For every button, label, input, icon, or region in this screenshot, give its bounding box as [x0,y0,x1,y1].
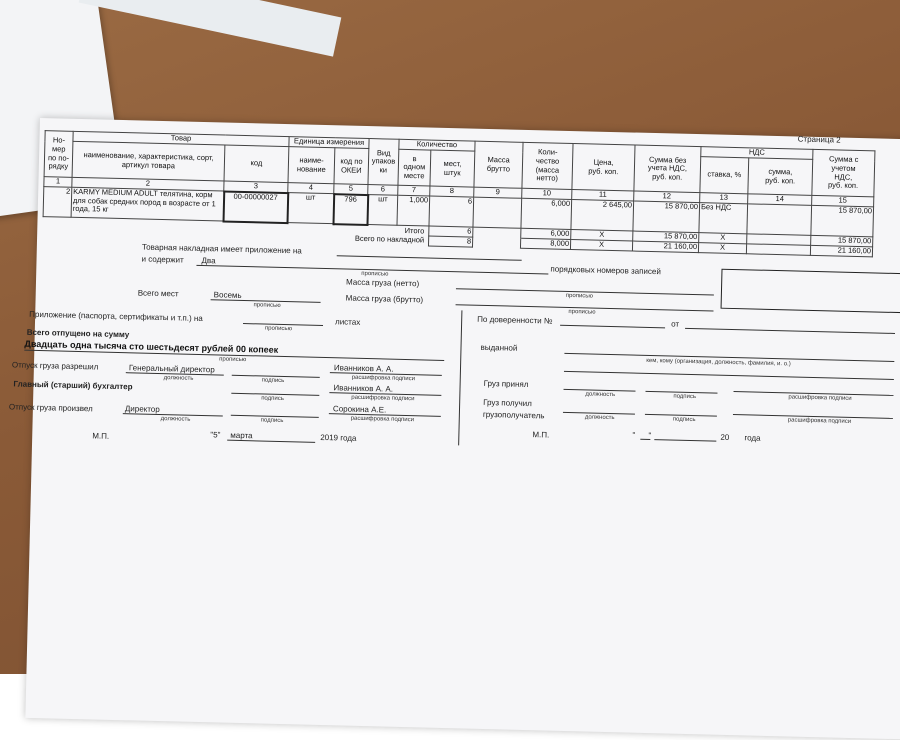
col-number: 15 [812,195,874,207]
gross-mass-header: Масса брутто [474,141,523,188]
row-unit: шт [287,193,334,224]
released-label: Всего отпущено на сумму [26,327,130,340]
row-vat-rate: Без НДС [699,203,748,234]
proxy-label: По доверенности № [477,314,553,326]
row-goods-name: KARMY MEDIUM ADULT телятина, корм для собак средних пород в возрасте от 1 года, 15 кг [71,187,224,221]
allowed-pos-hint: должность [163,375,194,382]
sum-no-vat-header: Сумма без учета НДС, руб. коп. [634,145,701,193]
attach-line [337,255,522,261]
col-number: 12 [634,191,700,203]
accountant-name-hint: расшифровка подписи [351,394,415,403]
col-number: 6 [368,185,398,196]
proxy-line [560,325,665,329]
page-label: Страница 2 [797,134,841,145]
row-net: 6,000 [521,198,572,229]
col-number: 8 [430,186,474,197]
places-value: Восемь [213,290,242,300]
col-number: 4 [288,183,334,194]
goods-group-header: Товар [73,131,289,146]
all-sum: 21 160,00 [632,241,698,253]
made-label: Отпуск груза произвел [8,402,93,414]
col-number: 3 [224,181,288,193]
itogo-places: 6 [429,226,473,237]
vat-rate-header: ставка, % [700,157,749,194]
date-year-label: года [744,433,761,443]
made-position: Директор [124,404,160,415]
allowed-sign-hint: подпись [261,377,285,385]
issued-line-2 [564,371,894,380]
row-number: 2 [43,187,72,218]
net-mass-label: Масса груза (нетто) [345,277,420,289]
made-name: Сорокина А.Е. [332,404,387,415]
all-net: 8,000 [520,238,570,249]
row-vat-sum [747,204,812,236]
stamp-label: М.П. [92,431,110,441]
places-hint: прописью [253,302,281,309]
made-sign-hint: подпись [260,417,284,425]
accountant-sign-hint: подпись [261,395,284,403]
row-price: 2 645,00 [571,200,634,232]
row-sum-no-vat: 15 870,00 [633,201,700,233]
accepted-pos-hint: должность [585,391,616,399]
col-number: 9 [474,187,522,198]
footer-divider [458,310,462,445]
col-no-header: Но- мер по по- рядку [44,131,73,178]
col-number: 10 [522,188,572,199]
qty-in-one-header: в одном месте [398,149,431,186]
goods-code-header: код [224,145,289,183]
all-label: Всего по накладной [354,234,425,245]
sheets-label: листах [334,317,361,327]
made-name-hint: расшифровка подписи [350,415,415,424]
date-year-prefix: 20 [720,432,730,442]
mass-box [721,269,900,314]
all-places: 8 [428,236,472,247]
allowed-name-hint: расшифровка подписи [351,374,416,383]
itogo-net: 6,000 [521,228,571,239]
row-mass [473,197,522,228]
appendix-label: Приложение (паспорта, сертификаты и т.п.) на [29,309,203,324]
net-qty-header: Коли- чество (масса нетто) [522,142,573,189]
received-pos-hint: должность [584,414,615,422]
made-pos-hint: должность [160,416,191,423]
issued-label: выданной [480,342,518,353]
all-total: 21 160,00 [810,245,872,257]
accountant-label: Главный (старший) бухгалтер [13,379,133,392]
allowed-position: Генеральный директор [128,363,215,375]
date-quote-close: " [648,430,652,441]
unit-okei-header: код по ОКЕИ [334,148,369,185]
itogo-price: X [571,230,633,242]
gross-mass-hint: прописью [568,308,596,316]
all-vat: X [698,243,746,254]
contains-label: и содержит [141,254,184,265]
col-number: 13 [700,193,748,204]
col-number: 2 [72,177,224,191]
received-sign-hint: подпись [672,416,696,424]
issued-hint: кем, кому (организация, должность, фамилия, и. о.) [646,357,791,368]
accepted-name-hint: расшифровка подписи [788,394,852,402]
date-day-line [640,439,650,440]
invoice-page [8,118,900,740]
accepted-label: Груз принял [483,378,529,390]
date-month-line [227,440,315,443]
accountant-name: Иванников А. А. [333,383,394,394]
attach-label: Товарная накладная имеет приложение на [141,242,302,256]
proxy-from-label: от [671,319,680,329]
qty-group-header: Количество [399,139,475,151]
proxy-from-line [685,328,895,334]
itogo-sum: 15 870,00 [633,231,699,243]
vat-sum-header: сумма, руб. коп. [748,158,813,196]
date-year: 2019 года [320,432,357,443]
vat-group-header: НДС [701,147,813,160]
places-label: Всего мест [137,288,179,299]
goods-name-header: наименование, характеристика, сорт, артикул товара [72,141,225,181]
itogo-label: Итого [404,225,425,236]
row-in-one: 1,000 [397,195,430,226]
net-mass-hint: прописью [565,292,594,300]
date-quote-open: " [632,430,636,440]
allowed-name: Иванников А. А. [333,363,394,374]
price-header: Цена, руб. коп. [572,144,635,192]
date-month-line-2 [654,439,716,442]
itogo-total: 15 870,00 [811,235,873,247]
col-number: 14 [748,194,812,206]
received-label: Груз получил грузополучатель [482,397,545,421]
stamp-label-2: М.П. [532,430,550,440]
allowed-label: Отпуск груза разрешил [11,360,99,372]
pack-type-header: Вид упаков ки [368,139,399,186]
qty-places-header: мест, штук [430,150,475,187]
row-goods-code: 00-00000027 [223,191,288,223]
appendix-hint: прописью [264,325,293,333]
row-pack: шт [367,195,398,226]
row-okei: 796 [333,194,368,225]
col-number: 5 [334,184,368,195]
received-name-hint: расшифровка подписи [787,417,852,425]
records-label: порядковых номеров записей [550,264,661,277]
contains-value: Два [201,255,216,266]
goods-table [42,130,875,257]
col-number: 11 [572,190,634,202]
date-day: "5" [210,430,221,440]
released-value: Двадцать одна тысяча сто шестьдесят рублей 00 копеек [24,338,279,355]
col-number: 7 [398,185,430,196]
propis-hint: прописью [361,270,389,278]
itogo-vat: X [699,233,747,244]
row-sum-with-vat: 15 870,00 [811,206,874,238]
unit-name-header: наиме- нование [288,147,335,184]
row-places: 6 [429,196,474,227]
date-month: марта [230,430,253,441]
gross-mass-label: Масса груза (брутто) [345,293,424,305]
unit-group-header: Единица измерения [289,137,369,149]
all-price: X [570,240,632,252]
sum-with-vat-header: Сумма с учетом НДС, руб. коп. [812,149,875,197]
accepted-sign-hint: подпись [673,393,697,401]
released-hint: прописью [219,356,247,364]
col-number: 1 [44,177,72,188]
